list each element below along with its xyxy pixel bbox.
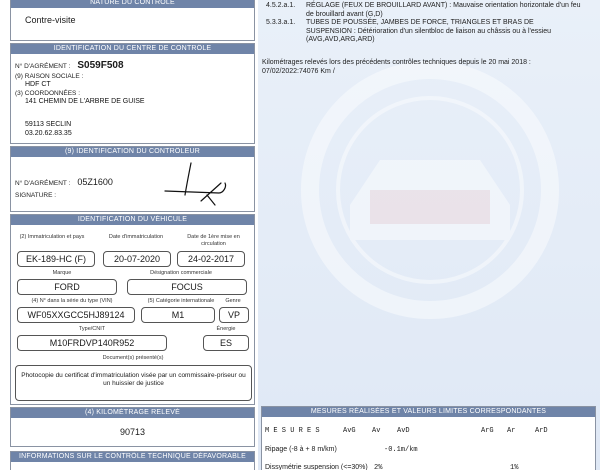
- vehicule-header: IDENTIFICATION DU VÉHICULE: [11, 215, 254, 225]
- vehicule-panel: [10, 214, 255, 405]
- dissymetrie-ar: 1%: [510, 464, 519, 470]
- km-history-text1: Kilométrages relevés lors des précédents contrôles techniques depuis le 20 mai 2018 :: [262, 59, 531, 66]
- dissymetrie-av: 2%: [374, 464, 383, 470]
- centre-panel: [10, 43, 255, 144]
- bottom-header: INFORMATIONS SUR LE CONTRÔLE TECHNIQUE DÉFAVORABLE: [11, 452, 254, 462]
- vin-label: (4) N° dans la série du type (VIN): [31, 298, 113, 304]
- mesures-panel: [261, 406, 596, 470]
- marque-label: Marque: [52, 270, 72, 276]
- kilometrage-panel: [10, 407, 255, 447]
- marque-value: FORD: [17, 279, 117, 295]
- kilometrage-header: (4) KILOMÉTRAGE RELEVÉ: [11, 408, 254, 418]
- raison-label: (9) RAISON SOCIALE :: [15, 73, 84, 80]
- date-immat-label: Date d'immatriculation: [108, 234, 164, 240]
- mesures-header: MESURES RÉALISÉES ET VALEURS LIMITES CORRESPONDANTES: [262, 407, 595, 417]
- signature-label: SIGNATURE :: [15, 192, 57, 199]
- document-label: Document(s) présenté(s): [102, 355, 164, 361]
- col-ar: Ar: [507, 427, 516, 435]
- centre-agrement-label: N° D'AGRÉMENT :: [15, 63, 71, 70]
- defect2-text: TUBES DE POUSSÉE, JAMBES DE FORCE, TRIANGLES ET BRAS DE SUSPENSION : Détérioration d'un silentbloc de liaison au châssis ou à l'essieu (AVG,AVD,ARG,ARD): [306, 19, 552, 43]
- defect1-text: RÉGLAGE (FEUX DE BROUILLARD AVANT) : Mauvaise orientation horizontale d'un feu de brouillard avant (G,D): [306, 2, 581, 18]
- raison-value: HDF CT: [25, 81, 51, 88]
- mesures-title: M E S U R E S: [265, 427, 320, 435]
- address-line1: 141 CHEMIN DE L'ARBRE DE GUISE: [25, 98, 145, 105]
- col-av: Av: [372, 427, 381, 435]
- bottom-panel: [10, 451, 255, 470]
- centre-agrement-value: S059F508: [77, 60, 124, 71]
- categorie-value: M1: [141, 307, 215, 323]
- ripage-label: Ripage (-8 à + 8 m/km): [265, 446, 337, 453]
- date-circ-label: Date de 1ère mise en circulation: [187, 234, 240, 247]
- signature-image: [161, 161, 251, 211]
- col-ard: ArD: [535, 427, 548, 435]
- ripage-value: -0.1m/km: [384, 446, 418, 454]
- km-history-text2: 07/02/2022:74076 Km /: [262, 68, 335, 75]
- document-value: Photocopie du certificat d'immatriculation visée par un commissaire-priseur ou un huissier de justice: [15, 365, 252, 401]
- phone-number: 03.20.62.83.35: [25, 130, 72, 137]
- genre-value: VP: [219, 307, 249, 323]
- kilometrage-value: 90713: [119, 427, 146, 437]
- nature-header: NATURE DU CONTRÔLE: [11, 0, 254, 8]
- genre-label: Genre: [225, 298, 241, 304]
- centre-header: IDENTIFICATION DU CENTRE DE CONTRÔLE: [11, 44, 254, 54]
- defect1-code: 4.5.2.a.1.: [266, 2, 296, 9]
- immat-label: (2) Immatriculation et pays: [19, 234, 85, 240]
- vin-value: WF05XXGCC5HJ89124: [17, 307, 135, 323]
- designation-value: FOCUS: [127, 279, 247, 295]
- address-line2: 59113 SECLIN: [25, 121, 72, 128]
- nature-panel: [10, 0, 255, 41]
- defect2-code: 5.3.3.a.1.: [266, 19, 296, 26]
- designation-label: Désignation commerciale: [150, 270, 212, 276]
- watermark-seal: [280, 40, 580, 340]
- immat-value: EK-189-HC (F): [17, 251, 95, 267]
- controleur-agrement-label: N° D'AGRÉMENT :: [15, 180, 71, 187]
- col-arg: ArG: [481, 427, 494, 435]
- nature-value: Contre-visite: [25, 15, 76, 25]
- coordonnees-label: (3) COORDONNÉES :: [15, 90, 81, 97]
- date-circ-value: 24-02-2017: [177, 251, 245, 267]
- type-label: Type/CNIT: [78, 326, 106, 332]
- categorie-label: (5) Catégorie internationale: [147, 298, 215, 304]
- controleur-agrement-value: 05Z1600: [77, 177, 113, 187]
- energie-label: Énergie: [216, 326, 236, 332]
- col-avg: AvG: [343, 427, 356, 435]
- controleur-header: (9) IDENTIFICATION DU CONTRÔLEUR: [11, 147, 254, 157]
- date-immat-value: 20-07-2020: [103, 251, 171, 267]
- col-avd: AvD: [397, 427, 410, 435]
- type-value: M10FRDVP140R952: [17, 335, 167, 351]
- controleur-panel: [10, 146, 255, 212]
- dissymetrie-label: Dissymétrie suspension (<=30%): [265, 464, 368, 470]
- energie-value: ES: [203, 335, 249, 351]
